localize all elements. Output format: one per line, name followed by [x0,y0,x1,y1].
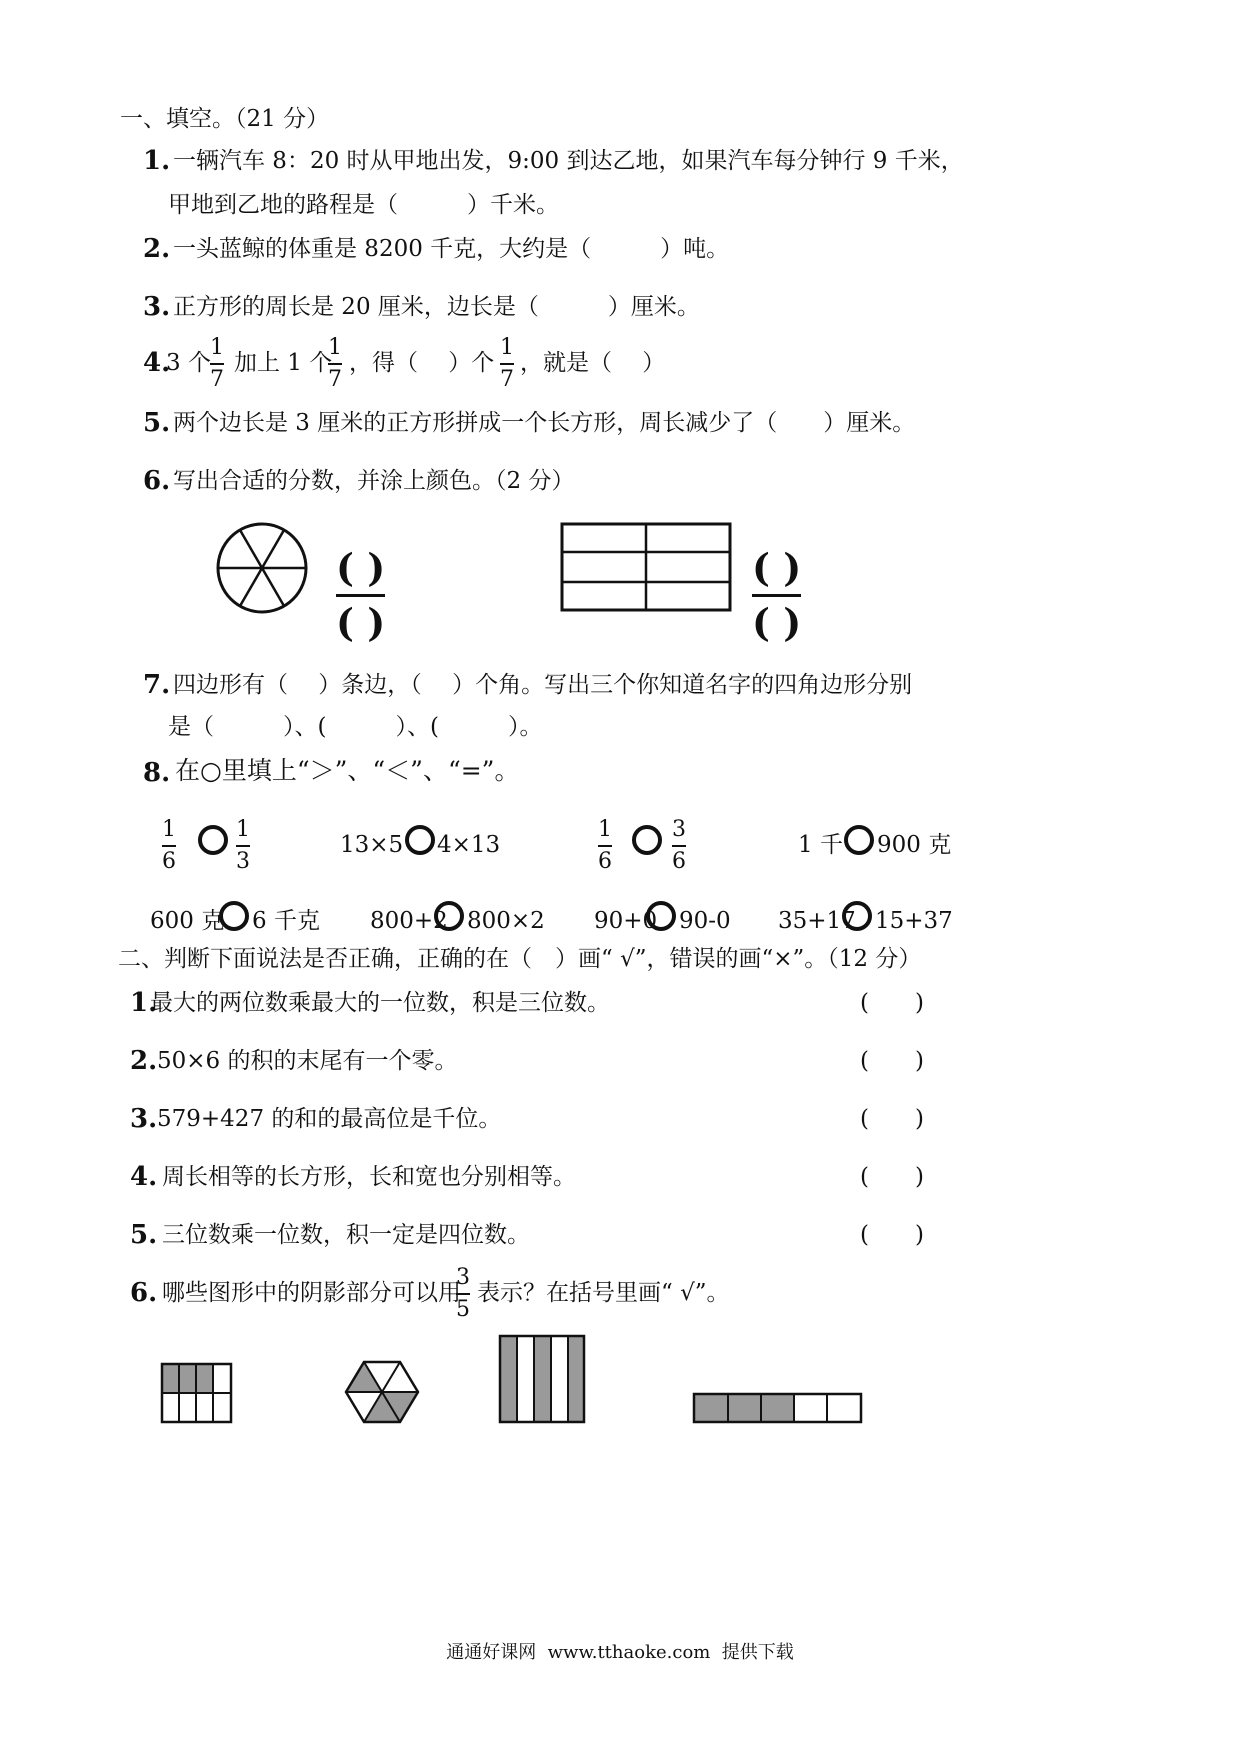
compare-a-fraction [162,818,176,874]
q6-blank-fraction-2-bottom: ( ) [752,600,802,645]
q4-fraction-3 [500,336,514,392]
compare-i-left: 90+0 [594,908,658,934]
compare-g-right: 6 千克 [252,908,320,934]
rectangle-grid-figure [560,522,734,614]
judge-4-answer[interactable]: ( ) [860,1164,924,1190]
judge-2-answer[interactable]: ( ) [860,1048,924,1074]
judge-2-number: 2. [130,1046,158,1076]
compare-b-fraction [236,818,250,874]
q5-text: 两个边长是 3 厘米的正方形拼成一个长方形，周长减少了（ ）厘米。 [173,410,916,436]
judge-2-text: 50×6 的积的末尾有一个零。 [157,1048,458,1074]
compare-b-num: 1 [236,817,250,842]
compare-circle-4[interactable] [844,825,874,855]
judge-6-text-b: 表示？在括号里画“ √”。 [477,1280,730,1306]
compare-h-left: 800+2 [370,908,448,934]
judge-4-number: 4. [130,1162,158,1192]
compare-g-left: 600 克 [150,908,225,934]
judge-6-number: 6. [130,1278,158,1308]
q6-blank-fraction-1[interactable] [336,545,386,645]
q4-fraction-1 [210,336,224,392]
circle-divided-figure [212,520,312,620]
q7-number: 7. [143,670,171,700]
grid-shaded-figure [160,1362,234,1426]
q4-text-c: ，得（ ）个 [349,350,495,376]
q7-text-line2: 是（ ）、( ）、( ）。 [168,714,543,740]
judge-5-number: 5. [130,1220,158,1250]
section1-title: 一、填空。（21 分） [120,106,330,132]
q3-text: 正方形的周长是 20 厘米，边长是（ ）厘米。 [173,294,700,320]
q6-blank-fraction-1-top: ( ) [336,545,386,590]
compare-i-right: 90-0 [679,908,731,934]
judge-6-text-a: 哪些图形中的阴影部分可以用 [162,1280,461,1306]
q3-number: 3. [143,292,171,322]
compare-c-right: 4×13 [437,832,501,858]
bar-shaded-figure [692,1392,864,1426]
q4-text-d: ，就是（ ） [520,350,666,376]
q7-text-line1: 四边形有（ ）条边，（ ）个角。写出三个你知道名字的四角边形分别 [173,672,913,698]
footer-credit: 通通好课网 www.tthaoke.com 提供下载 [446,1642,794,1663]
q6-number: 6. [143,466,171,496]
compare-a-den: 6 [162,849,176,874]
compare-d-num: 1 [598,817,612,842]
q4-fraction-1-den: 7 [210,367,224,392]
q1-text-line1: 一辆汽车 8：20 时从甲地出发，9:00 到达乙地，如果汽车每分钟行 9 千米， [173,148,964,174]
compare-f-left: 1 千 [798,832,843,858]
q1-text-line2: 甲地到乙地的路程是（ ）千米。 [168,192,559,218]
compare-circle-1[interactable] [198,825,228,855]
judge-4-text: 周长相等的长方形，长和宽也分别相等。 [162,1164,576,1190]
judge-5-text: 三位数乘一位数，积一定是四位数。 [162,1222,530,1248]
compare-j-left: 35+17 [778,908,856,934]
compare-b-den: 3 [236,849,250,874]
compare-c-left: 13×5 [340,832,404,858]
compare-a-num: 1 [162,817,176,842]
q4-fraction-2-num: 1 [328,335,342,360]
q4-text-a: 3 个 [166,350,211,376]
q4-fraction-2 [328,336,342,392]
judge-3-number: 3. [130,1104,158,1134]
q4-fraction-2-den: 7 [328,367,342,392]
compare-circle-5[interactable] [219,901,249,931]
judge-1-number: 1. [130,988,158,1018]
compare-e-den: 6 [672,849,686,874]
compare-e-num: 3 [672,817,686,842]
compare-circle-7[interactable] [646,901,676,931]
q6-text: 写出合适的分数，并涂上颜色。（2 分） [173,468,575,494]
judge-6-fraction-den: 5 [456,1297,470,1322]
q6-blank-fraction-1-bottom: ( ) [336,600,386,645]
q2-number: 2. [143,234,171,264]
compare-d-fraction [598,818,612,874]
compare-circle-3[interactable] [632,825,662,855]
q6-blank-fraction-2-top: ( ) [752,545,802,590]
q4-text-b: 加上 1 个 [234,350,333,376]
q5-number: 5. [143,408,171,438]
q4-fraction-1-num: 1 [210,335,224,360]
judge-5-answer[interactable]: ( ) [860,1222,924,1248]
q6-blank-fraction-2[interactable] [752,545,802,645]
judge-6-fraction-num: 3 [456,1265,470,1290]
q4-fraction-3-den: 7 [500,367,514,392]
judge-1-text: 最大的两位数乘最大的一位数，积是三位数。 [150,990,610,1016]
q8-text: 在○里填上“＞”、“＜”、“=”。 [175,756,520,785]
compare-circle-2[interactable] [405,825,435,855]
judge-1-answer[interactable]: ( ) [860,990,924,1016]
q8-number: 8. [143,758,171,788]
judge-3-text: 579+427 的和的最高位是千位。 [157,1106,502,1132]
compare-e-fraction [672,818,686,874]
q1-number: 1. [143,146,171,176]
q4-number: 4. [143,348,171,378]
compare-circle-8[interactable] [842,901,872,931]
q2-text: 一头蓝鲸的体重是 8200 千克，大约是（ ）吨。 [173,236,730,262]
q4-fraction-3-num: 1 [500,335,514,360]
section2-title: 二、判断下面说法是否正确，正确的在（ ）画“ √”，错误的画“×”。（12 分） [118,946,922,972]
compare-h-right: 800×2 [467,908,545,934]
hexagon-shaded-figure [344,1358,420,1426]
strips-shaded-figure [498,1334,588,1426]
judge-3-answer[interactable]: ( ) [860,1106,924,1132]
compare-j-right: 15+37 [875,908,953,934]
compare-f-right: 900 克 [877,832,952,858]
compare-d-den: 6 [598,849,612,874]
compare-circle-6[interactable] [434,901,464,931]
judge-6-fraction [456,1266,470,1322]
